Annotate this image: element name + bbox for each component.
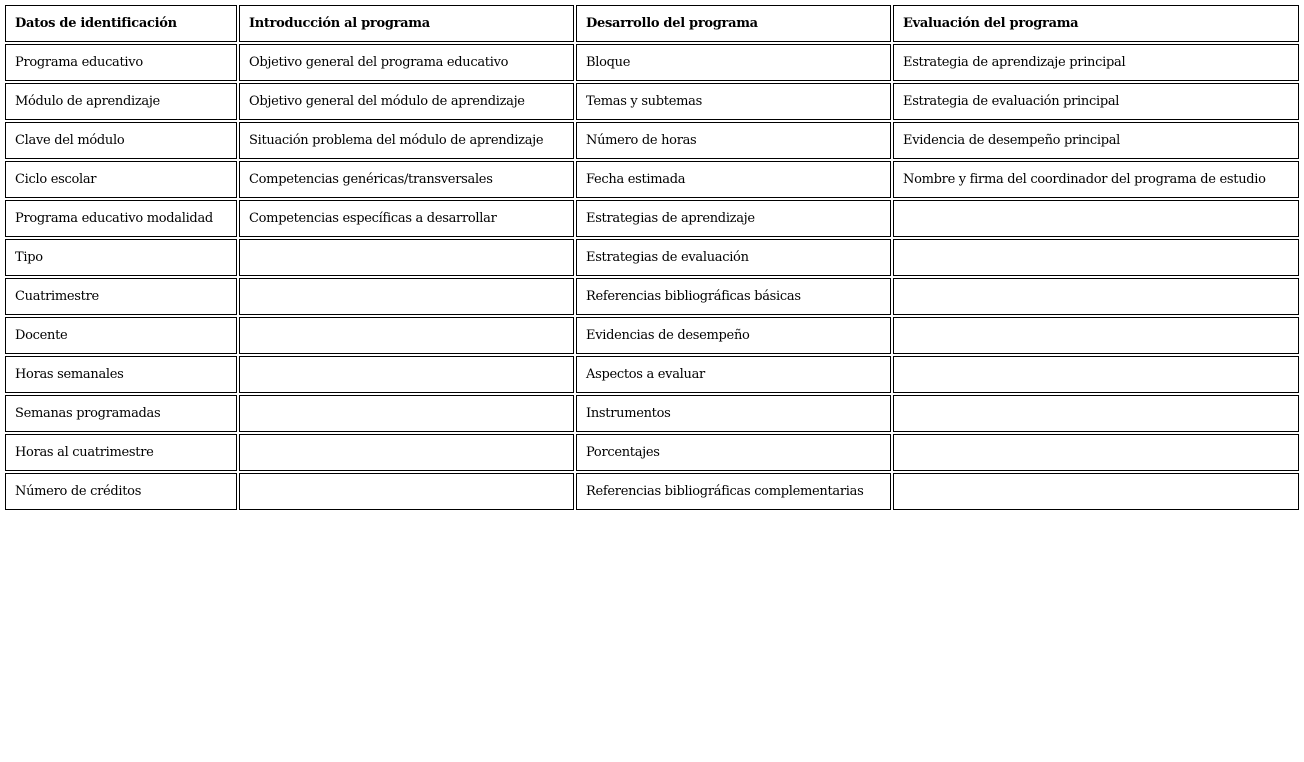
table-cell: Programa educativo modalidad: [5, 200, 237, 237]
table-cell: Estrategias de aprendizaje: [576, 200, 891, 237]
table-row: [5, 44, 1299, 81]
header-row: [5, 5, 1299, 42]
table-cell: Objetivo general del módulo de aprendizaje: [239, 83, 574, 120]
table-row: [5, 278, 1299, 315]
table-cell: Clave del módulo: [5, 122, 237, 159]
header-introduccion-programa: Introducción al programa: [239, 5, 574, 42]
table-row: [5, 434, 1299, 471]
table-cell-empty: [239, 473, 574, 510]
table-cell: Estrategia de evaluación principal: [893, 83, 1299, 120]
table-cell: Ciclo escolar: [5, 161, 237, 198]
table-row: [5, 122, 1299, 159]
table-cell: Referencias bibliográficas básicas: [576, 278, 891, 315]
table-cell: Programa educativo: [5, 44, 237, 81]
table-cell: Porcentajes: [576, 434, 891, 471]
header-evaluacion-programa: Evaluación del programa: [893, 5, 1299, 42]
table-cell: Evidencias de desempeño: [576, 317, 891, 354]
table-cell-empty: [893, 395, 1299, 432]
table-cell: Aspectos a evaluar: [576, 356, 891, 393]
table-cell: Competencias específicas a desarrollar: [239, 200, 574, 237]
table-cell: Número de créditos: [5, 473, 237, 510]
table-cell: Situación problema del módulo de aprendizaje: [239, 122, 574, 159]
table-cell: Horas semanales: [5, 356, 237, 393]
table-cell: Estrategia de aprendizaje principal: [893, 44, 1299, 81]
program-structure-table: [3, 3, 1301, 512]
table-cell: Objetivo general del programa educativo: [239, 44, 574, 81]
table-cell-empty: [239, 278, 574, 315]
header-desarrollo-programa: Desarrollo del programa: [576, 5, 891, 42]
table-cell-empty: [239, 395, 574, 432]
table-cell-empty: [893, 200, 1299, 237]
table-row: [5, 200, 1299, 237]
table-row: [5, 317, 1299, 354]
table-row: [5, 239, 1299, 276]
table-row: [5, 473, 1299, 510]
table-cell: Tipo: [5, 239, 237, 276]
table-cell-empty: [893, 317, 1299, 354]
table-cell: Referencias bibliográficas complementarias: [576, 473, 891, 510]
table-cell-empty: [239, 317, 574, 354]
table-cell: Módulo de aprendizaje: [5, 83, 237, 120]
table-cell: Bloque: [576, 44, 891, 81]
table-cell: Semanas programadas: [5, 395, 237, 432]
table-cell: Horas al cuatrimestre: [5, 434, 237, 471]
table-cell: Nombre y firma del coordinador del programa de estudio: [893, 161, 1299, 198]
table-cell: Cuatrimestre: [5, 278, 237, 315]
table-cell-empty: [893, 356, 1299, 393]
table-cell: Número de horas: [576, 122, 891, 159]
table-row: [5, 356, 1299, 393]
table-cell-empty: [893, 278, 1299, 315]
table-row: [5, 83, 1299, 120]
header-datos-identificacion: Datos de identificación: [5, 5, 237, 42]
table-cell-empty: [239, 356, 574, 393]
table-cell-empty: [239, 239, 574, 276]
table-cell-empty: [893, 473, 1299, 510]
table-cell: Temas y subtemas: [576, 83, 891, 120]
table-cell: Evidencia de desempeño principal: [893, 122, 1299, 159]
table-cell: Docente: [5, 317, 237, 354]
table-cell: Instrumentos: [576, 395, 891, 432]
table-row: [5, 395, 1299, 432]
table-cell-empty: [893, 434, 1299, 471]
table-row: [5, 161, 1299, 198]
table-cell-empty: [893, 239, 1299, 276]
table-cell-empty: [239, 434, 574, 471]
table-cell: Estrategias de evaluación: [576, 239, 891, 276]
table-cell: Competencias genéricas/transversales: [239, 161, 574, 198]
table-cell: Fecha estimada: [576, 161, 891, 198]
